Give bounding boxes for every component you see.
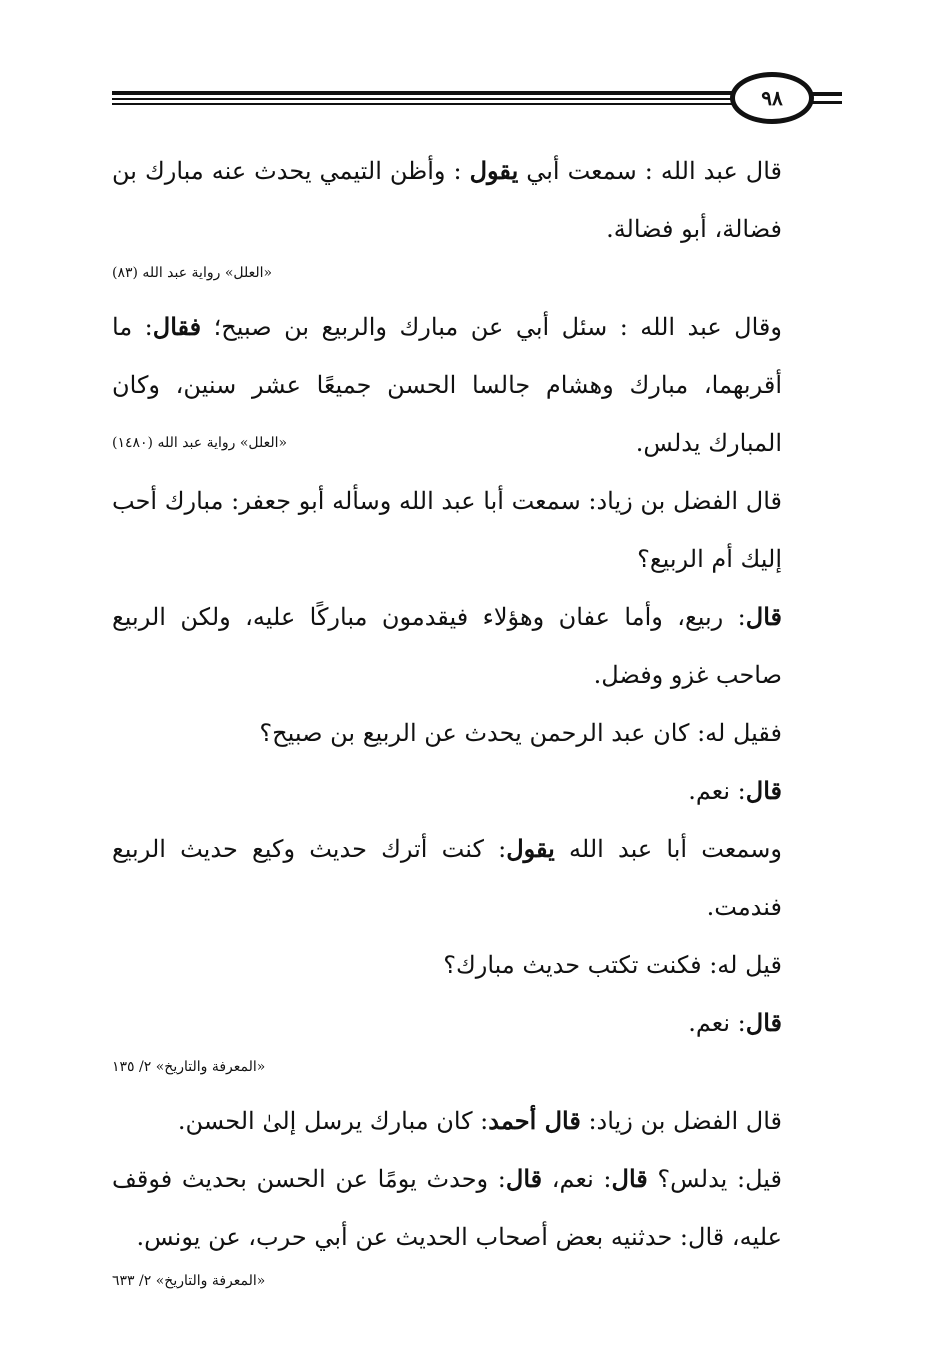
bold-text: يقول xyxy=(469,156,519,185)
bold-text: قال xyxy=(745,1008,782,1037)
paragraph xyxy=(112,1150,834,1266)
bold-text: قال xyxy=(745,776,782,805)
paragraph xyxy=(112,298,834,472)
bold-text: فقال xyxy=(152,312,202,341)
text: : كنت أترك حديث وكيع حديث الربيع فندمت. xyxy=(112,835,782,921)
paragraph: قال الفضل بن زياد: سمعت أبا عبد الله وسأله أبو جعفر: مبارك أحب إليك أم الربيع؟ xyxy=(112,487,782,573)
paragraph: قيل له: فكنت تكتب حديث مبارك؟ xyxy=(443,951,782,979)
text: : وحدث يومًا عن الحسن بحديث فوقف عليه، قال: حدثنيه بعض أصحاب الحديث عن أبي حرب، عن يونس. xyxy=(112,1165,782,1251)
source-citation: «العلل» رواية عبد الله (٨٣) xyxy=(112,265,273,281)
text: وسمعت أبا عبد الله xyxy=(554,835,782,863)
source-citation: «العلل» رواية عبد الله (١٤٨٠) xyxy=(112,435,288,451)
text: : كان مبارك يرسل إلىٰ الحسن. xyxy=(177,1107,489,1135)
header-rule xyxy=(112,98,732,100)
header-rule xyxy=(112,91,732,95)
paragraph xyxy=(112,588,834,704)
text: : نعم. xyxy=(688,777,746,805)
page-number xyxy=(730,72,814,124)
paragraph xyxy=(112,762,834,820)
page-header xyxy=(112,70,842,130)
source-citation: «المعرفة والتاريخ» ٢/ ٦٣٣ xyxy=(112,1273,266,1289)
text: : ربيع، وأما عفان وهؤلاء فيقدمون مباركًا عليه، ولكن الربيع صاحب غزو وفضل. xyxy=(112,603,782,689)
text: قيل: يدلس؟ xyxy=(647,1165,782,1193)
bold-text: قال أحمد xyxy=(488,1106,581,1135)
page-number-text: ٩٨ xyxy=(761,86,783,110)
source-citation: «المعرفة والتاريخ» ٢/ ١٣٥ xyxy=(112,1059,266,1075)
header-rule xyxy=(812,101,842,104)
bold-text: قال xyxy=(505,1164,543,1193)
text: وقال عبد الله : سئل أبي عن مبارك والربيع بن صبيح؛ xyxy=(201,313,782,341)
text: : ما أقربهما، مبارك وهشام جالسا الحسن جميعًا عشر سنين، وكان المبارك يدلس. xyxy=(112,313,782,457)
text: : نعم. xyxy=(688,1009,746,1037)
paragraph xyxy=(112,994,834,1052)
text: قال الفضل بن زياد: xyxy=(580,1107,782,1135)
text: قال عبد الله : سمعت أبي xyxy=(518,157,783,185)
text: : نعم، xyxy=(542,1165,612,1193)
bold-text: يقول xyxy=(506,834,555,863)
bold-text: قال xyxy=(611,1164,648,1193)
paragraph xyxy=(112,142,834,258)
paragraph: فقيل له: كان عبد الرحمن يحدث عن الربيع بن صبيح؟ xyxy=(259,719,782,747)
bold-text: قال xyxy=(745,602,782,631)
header-rule xyxy=(112,103,732,105)
paragraph xyxy=(112,820,834,936)
paragraph xyxy=(112,1092,834,1150)
text: : وأظن التيمي يحدث عنه مبارك بن فضالة، أبو فضالة. xyxy=(112,157,782,243)
header-rule xyxy=(812,92,842,96)
page-body xyxy=(112,142,834,1306)
